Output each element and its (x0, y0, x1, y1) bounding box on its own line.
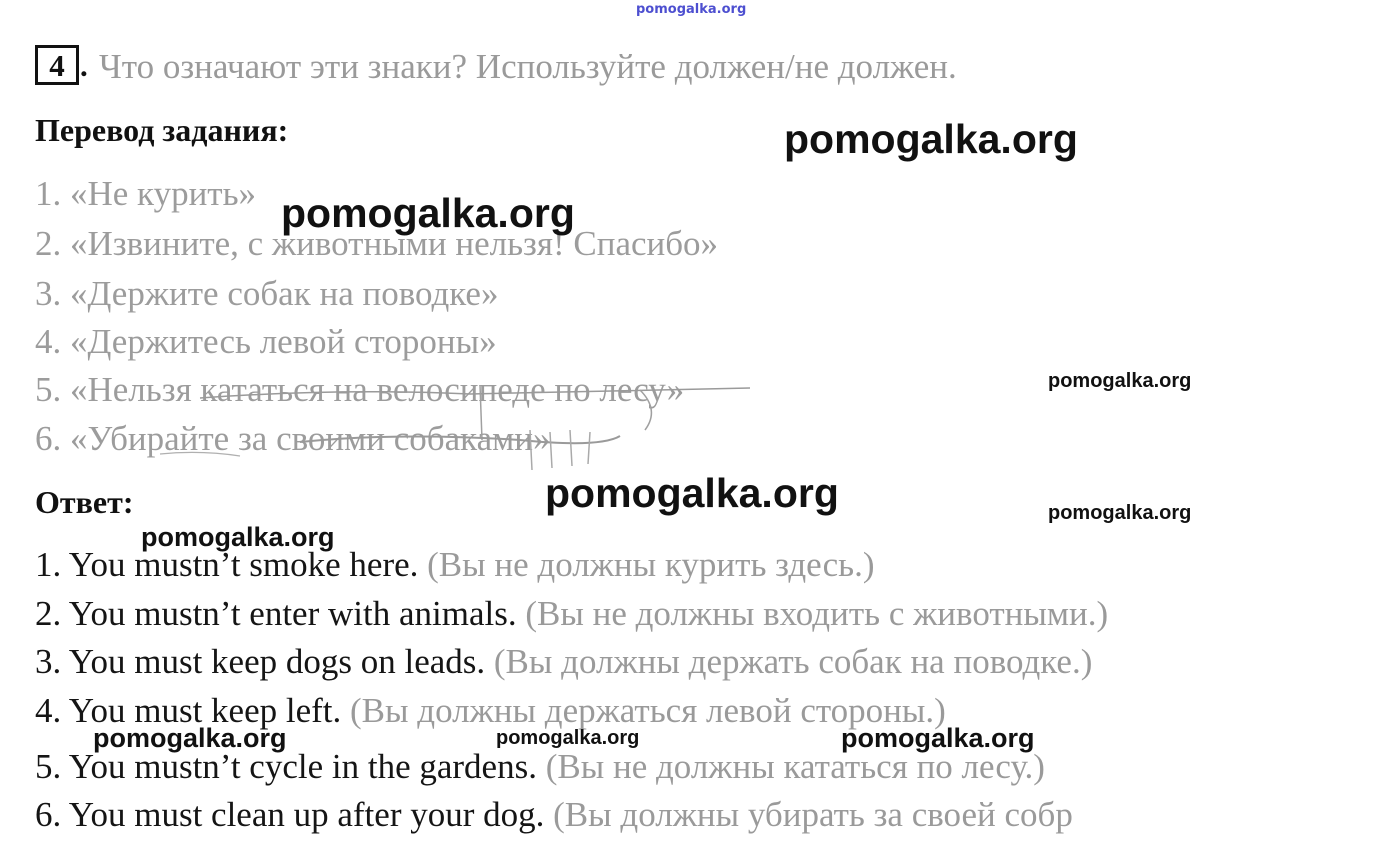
watermark: pomogalka.org (141, 522, 335, 552)
answer-russian: (Вы не должны входить с животными.) (516, 594, 1109, 633)
answer-english: 5. You mustn’t cycle in the gardens. (35, 747, 537, 786)
answer-english: 6. You must clean up after your dog. (35, 795, 545, 834)
translation-item: 1. «Не курить» (35, 174, 257, 213)
answer-english: 4. You must keep left. (35, 691, 342, 730)
answer-title: Ответ: (35, 484, 134, 520)
task-number-dot: . (80, 48, 88, 83)
answer-item (35, 642, 1092, 682)
translation-item: 3. «Держите собак на поводке» (35, 274, 499, 313)
answer-russian: (Вы не должны кататься по лесу.) (536, 747, 1045, 786)
answer-english: 3. You must keep dogs on leads. (35, 642, 486, 681)
watermark: pomogalka.org (496, 727, 640, 749)
watermark: pomogalka.org (1048, 370, 1192, 392)
answer-item (35, 795, 1073, 835)
answer-item (35, 594, 1108, 634)
answer-russian: (Вы должны держать собак на поводке.) (485, 642, 1093, 681)
translation-item: 6. «Убирайте за своими собаками» (35, 419, 551, 458)
answer-russian: (Вы должны убирать за своей собр (544, 795, 1073, 834)
answer-russian: (Вы должны держаться левой стороны.) (341, 691, 946, 730)
watermark: pomogalka.org (281, 190, 575, 236)
answer-english: 2. You mustn’t enter with animals. (35, 594, 517, 633)
watermark: pomogalka.org (841, 723, 1035, 753)
answer-russian: (Вы не должны курить здесь.) (418, 545, 875, 584)
task-instruction: Что означают эти знаки? Используйте должен/не должен. (99, 47, 957, 86)
translation-item: 2. «Извините, с животными нельзя! Спасибо» (35, 224, 719, 263)
watermark: pomogalka.org (93, 723, 287, 753)
watermark: pomogalka.org (784, 116, 1078, 162)
translation-title: Перевод задания: (35, 112, 289, 148)
watermark: pomogalka.org (545, 470, 839, 516)
translation-item: 4. «Держитесь левой стороны» (35, 322, 497, 361)
task-number: 4 (49, 47, 65, 83)
pencil-scribble (140, 370, 780, 480)
task-number-box (35, 45, 79, 85)
translation-item: 5. «Нельзя кататься на велосипеде по лесу» (35, 370, 685, 409)
watermark: pomogalka.org (1048, 502, 1192, 524)
watermark-top: pomogalka.org (636, 2, 747, 17)
answer-english: 1. You mustn’t smoke here. (35, 545, 419, 584)
